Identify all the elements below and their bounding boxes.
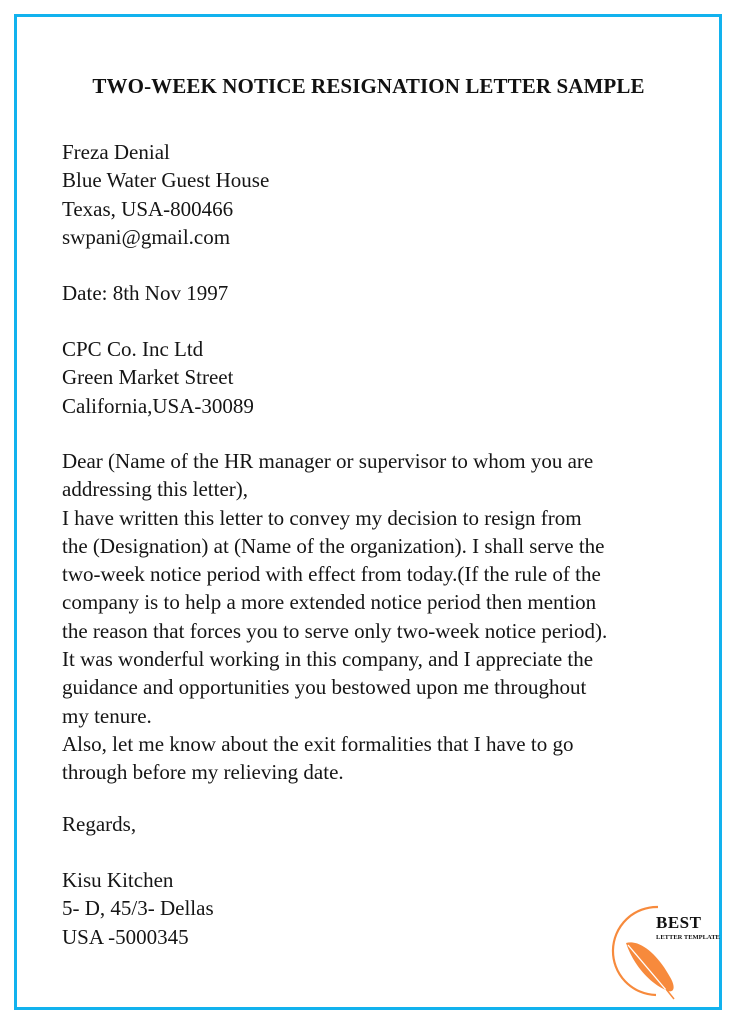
letter-date: Date: 8th Nov 1997: [62, 281, 229, 305]
body-line: Also, let me know about the exit formalities that I have to go: [62, 731, 574, 756]
date-block: [62, 279, 228, 307]
signature-address: 5- D, 45/3- Dellas: [62, 896, 214, 921]
recipient-company: CPC Co. Inc Ltd: [62, 337, 204, 361]
body-line: I have written this letter to convey my decision to resign from: [62, 505, 582, 530]
body-line: company is to help a more extended notice period then mention: [62, 590, 597, 615]
sender-email: swpani@gmail.com: [62, 224, 231, 249]
signature-zip: USA -5000345: [62, 924, 189, 949]
body-line: addressing this letter),: [62, 477, 249, 502]
body-line: guidance and opportunities you bestowed upon me throughout: [62, 675, 587, 700]
logo-subtitle: LETTER TEMPLATE: [656, 934, 720, 941]
sender-name: Freza Denial: [62, 140, 170, 164]
body-line: Dear (Name of the HR manager or supervisor to whom you are: [62, 449, 594, 473]
body-line: the reason that forces you to serve only two-week notice period).: [62, 618, 608, 643]
closing: Regards,: [62, 812, 137, 836]
signature-name: Kisu Kitchen: [62, 868, 174, 892]
body-line: It was wonderful working in this company, and I appreciate the: [62, 647, 594, 672]
body-line: my tenure.: [62, 703, 152, 728]
recipient-street: Green Market Street: [62, 365, 234, 390]
signature-block: [62, 866, 214, 951]
closing-block: [62, 810, 136, 838]
body-line: two-week notice period with effect from today.(If the rule of the: [62, 562, 601, 587]
letter-body: [62, 447, 607, 787]
logo-brand: BEST: [656, 913, 702, 932]
best-letter-template-logo: [606, 903, 720, 1003]
body-line: through before my relieving date.: [62, 760, 344, 785]
sender-address: Texas, USA-800466: [62, 196, 234, 221]
letter-title: TWO-WEEK NOTICE RESIGNATION LETTER SAMPLE: [92, 74, 645, 98]
body-line: the (Designation) at (Name of the organization). I shall serve the: [62, 533, 605, 558]
sender-block: [62, 138, 269, 251]
recipient-address: California,USA-30089: [62, 393, 254, 418]
sender-company: Blue Water Guest House: [62, 168, 270, 193]
recipient-block: [62, 335, 254, 420]
